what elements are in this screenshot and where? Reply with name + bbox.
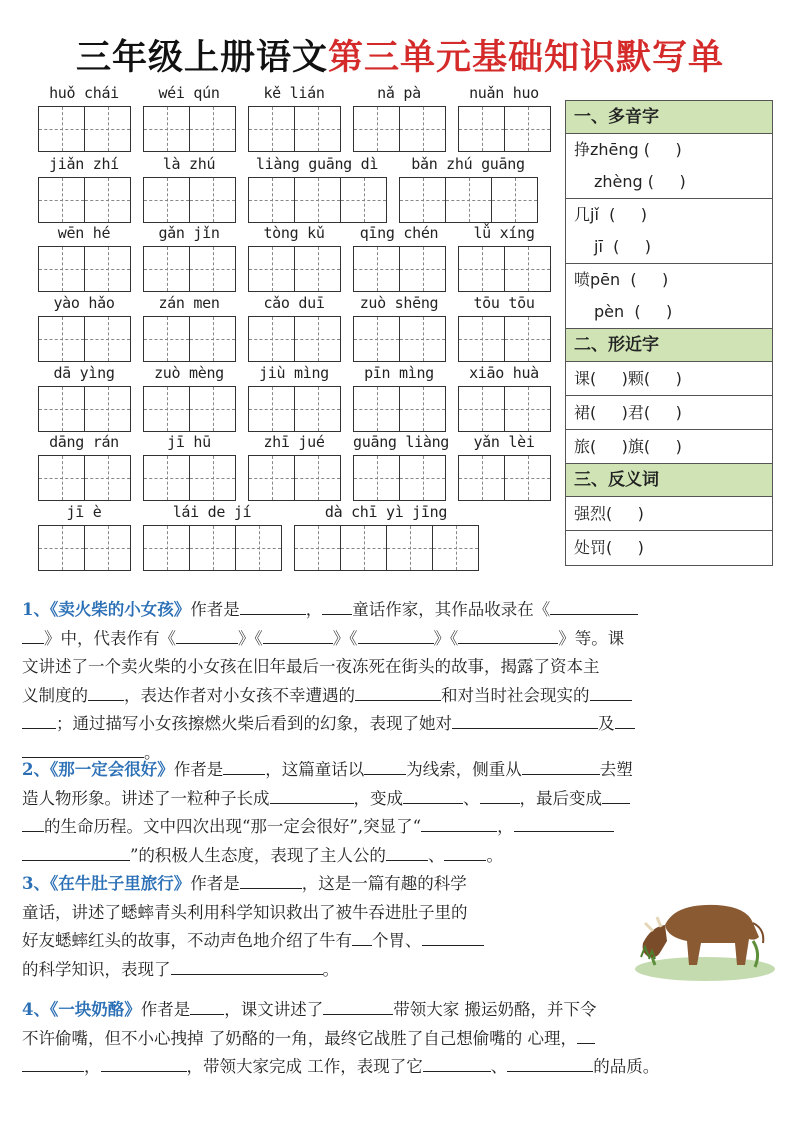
question-1 xyxy=(22,596,782,767)
writing-cell[interactable] xyxy=(399,106,446,152)
text: 不许偷嘴，但不小心拽掉 了奶酪的一角，最终它战胜了自己想偷嘴的 心理， xyxy=(22,1028,577,1048)
pinyin-label: nuǎn huo xyxy=(469,84,539,102)
writing-cell[interactable] xyxy=(143,177,190,223)
answer-blank[interactable] xyxy=(101,1054,187,1072)
writing-cell[interactable] xyxy=(38,246,85,292)
writing-cell[interactable] xyxy=(189,525,236,571)
pinyin-word-group xyxy=(38,364,130,432)
pinyin-label: cǎo duī xyxy=(263,294,325,312)
answer-blank[interactable] xyxy=(403,786,463,804)
answer-blank[interactable] xyxy=(223,757,265,775)
answer-blank[interactable] xyxy=(190,997,224,1015)
pinyin-label: zuò shēng xyxy=(359,294,439,312)
polyphonic-answer[interactable]: 喷pēn ( ) xyxy=(574,270,669,289)
writing-cell[interactable] xyxy=(399,316,446,362)
answer-blank[interactable] xyxy=(22,843,130,861)
text: 作者是 xyxy=(190,600,240,619)
writing-cell[interactable] xyxy=(143,386,190,432)
pinyin-label: zán men xyxy=(158,294,220,312)
text: 》《 xyxy=(433,628,459,648)
question-3-title: 3、《在牛肚子里旅行》 xyxy=(22,874,191,893)
answer-blank[interactable] xyxy=(240,871,302,889)
answer-blank[interactable] xyxy=(323,997,393,1015)
section-antonyms-heading: 三、反义词 xyxy=(566,464,772,497)
writing-cell[interactable] xyxy=(143,525,190,571)
writing-cell[interactable] xyxy=(248,316,295,362)
writing-cell[interactable] xyxy=(353,246,400,292)
pinyin-word-group xyxy=(458,433,550,501)
text: 、 xyxy=(463,788,480,808)
text: ， xyxy=(84,1057,101,1076)
writing-cell[interactable] xyxy=(189,106,236,152)
pinyin-label: liàng guāng dì xyxy=(255,155,379,173)
pinyin-word-group xyxy=(143,503,281,571)
writing-cell[interactable] xyxy=(294,316,341,362)
text: 作者是 xyxy=(190,874,240,893)
text: 文讲述了一个卖火柴的小女孩在旧年最后一夜冻死在街头的故事，揭露了资本主 xyxy=(22,657,600,676)
text: ， xyxy=(497,817,514,836)
writing-cell[interactable] xyxy=(143,106,190,152)
polyphonic-answer[interactable]: 挣zhēng ( ) xyxy=(574,140,682,159)
pinyin-word-group xyxy=(294,503,478,571)
writing-cell[interactable] xyxy=(458,246,505,292)
answer-blank[interactable] xyxy=(522,757,600,775)
antonym-item[interactable]: 处罚( ) xyxy=(574,538,644,557)
similar-chars-item[interactable]: 旅( )旗( ) xyxy=(566,430,772,464)
answer-blank[interactable] xyxy=(421,814,497,832)
pinyin-word-group xyxy=(38,224,130,292)
pinyin-word-group xyxy=(248,364,340,432)
writing-cell[interactable] xyxy=(248,455,295,501)
text: 作者是 xyxy=(140,1000,191,1019)
writing-cell[interactable] xyxy=(504,106,551,152)
pinyin-row xyxy=(30,294,570,364)
writing-cell[interactable] xyxy=(248,246,295,292)
writing-cell[interactable] xyxy=(143,316,190,362)
text: 》中，代表作有《 xyxy=(44,628,176,648)
answer-blank[interactable] xyxy=(355,683,441,701)
text: 带领大家 搬运奶酪，并下令 xyxy=(393,1000,597,1019)
pinyin-label: huǒ chái xyxy=(49,84,119,102)
title-unit: 第三单元基础知识默写单 xyxy=(328,37,725,78)
polyphonic-item xyxy=(566,134,772,199)
polyphonic-item xyxy=(566,199,772,264)
pinyin-label: wéi qún xyxy=(158,84,220,102)
text: 。 xyxy=(486,845,503,865)
pinyin-row xyxy=(30,364,570,434)
text: 》《 xyxy=(332,628,358,648)
pinyin-word-group xyxy=(353,84,445,152)
writing-cell[interactable] xyxy=(84,386,131,432)
writing-cell[interactable] xyxy=(84,177,131,223)
writing-cell[interactable] xyxy=(353,316,400,362)
text: 、 xyxy=(490,1057,508,1076)
writing-cell[interactable] xyxy=(84,106,131,152)
cow-illustration xyxy=(625,865,785,985)
writing-cell[interactable] xyxy=(399,455,446,501)
answer-blank[interactable] xyxy=(22,626,44,644)
answer-blank[interactable] xyxy=(444,843,486,861)
writing-cell[interactable] xyxy=(386,525,433,571)
pinyin-word-group xyxy=(248,433,340,501)
text: ”的积极人生态度，表现了主人公的 xyxy=(130,845,386,865)
writing-cell[interactable] xyxy=(189,246,236,292)
pinyin-word-group xyxy=(458,364,550,432)
pinyin-word-group xyxy=(38,503,130,571)
pinyin-word-group xyxy=(38,155,130,223)
text: 。 xyxy=(322,959,339,979)
text: ；通过描写小女孩擦燃火柴后看到的幻象，表现了她对 xyxy=(56,714,452,733)
answer-blank[interactable] xyxy=(480,786,520,804)
text: ，这是一篇有趣的科学 xyxy=(301,874,467,893)
answer-blank[interactable] xyxy=(22,740,144,758)
pinyin-label: jī è xyxy=(66,503,102,521)
writing-cell[interactable] xyxy=(504,316,551,362)
answer-blank[interactable] xyxy=(550,597,638,615)
pinyin-label: pīn mìng xyxy=(364,364,434,382)
text: 。 xyxy=(144,742,161,762)
answer-blank[interactable] xyxy=(422,928,484,946)
pinyin-row xyxy=(30,433,570,503)
writing-cell[interactable] xyxy=(432,525,479,571)
pinyin-label: dā yìng xyxy=(53,364,115,382)
writing-cell[interactable] xyxy=(340,525,387,571)
polyphonic-answer[interactable]: pèn ( ) xyxy=(594,302,673,321)
pinyin-label: jiǎn zhí xyxy=(49,155,119,173)
text: 作者是 xyxy=(173,760,224,779)
answer-blank[interactable] xyxy=(507,1054,593,1072)
writing-cell[interactable] xyxy=(294,177,341,223)
answer-blank[interactable] xyxy=(452,711,598,729)
worksheet-title xyxy=(0,30,800,80)
writing-cell[interactable] xyxy=(340,177,387,223)
text: 的科学知识，表现了 xyxy=(22,959,171,979)
text: 童话，讲述了蟋蟀青头利用科学知识救出了被牛吞进肚子里的 xyxy=(22,902,468,922)
pinyin-word-group xyxy=(143,84,235,152)
writing-cell[interactable] xyxy=(458,386,505,432)
answer-blank[interactable] xyxy=(22,1054,84,1072)
text: 》等。课 xyxy=(558,628,625,648)
question-4-title: 4、《一块奶酪》 xyxy=(22,1000,141,1019)
answer-blank[interactable] xyxy=(263,626,333,644)
text: ， xyxy=(305,600,323,619)
text: ，表达作者对小女孩不幸遭遇的 xyxy=(124,685,355,705)
pinyin-label: dà chī yì jīng xyxy=(324,503,448,521)
writing-cell[interactable] xyxy=(38,455,85,501)
pinyin-word-group xyxy=(353,433,449,501)
side-panel xyxy=(565,100,773,566)
pinyin-label: guāng liàng xyxy=(353,433,450,451)
writing-cell[interactable] xyxy=(38,106,85,152)
answer-blank[interactable] xyxy=(364,757,406,775)
writing-cell[interactable] xyxy=(294,386,341,432)
pinyin-word-group xyxy=(353,224,445,292)
pinyin-word-group xyxy=(458,224,550,292)
writing-cell[interactable] xyxy=(84,455,131,501)
answer-blank[interactable] xyxy=(602,786,630,804)
text: 的品质。 xyxy=(593,1057,660,1076)
text: 个胃、 xyxy=(372,931,422,950)
answer-blank[interactable] xyxy=(514,814,614,832)
pinyin-word-group xyxy=(38,433,130,501)
answer-blank[interactable] xyxy=(352,928,372,946)
writing-cell[interactable] xyxy=(189,455,236,501)
text: 》《 xyxy=(238,628,263,648)
answer-blank[interactable] xyxy=(240,597,306,615)
writing-cell[interactable] xyxy=(445,177,492,223)
answer-blank[interactable] xyxy=(22,711,56,729)
writing-cell[interactable] xyxy=(504,386,551,432)
writing-cell[interactable] xyxy=(353,106,400,152)
pinyin-row xyxy=(30,155,570,225)
writing-cell[interactable] xyxy=(38,316,85,362)
writing-cell[interactable] xyxy=(84,246,131,292)
pinyin-label: zuò mèng xyxy=(154,364,224,382)
writing-cell[interactable] xyxy=(399,177,446,223)
question-4 xyxy=(22,996,782,1082)
pinyin-word-group xyxy=(143,224,235,292)
answer-blank[interactable] xyxy=(88,683,124,701)
answer-blank[interactable] xyxy=(615,711,635,729)
text: 童话作家，其作品收录在《 xyxy=(352,600,551,619)
polyphonic-answer[interactable]: jī ( ) xyxy=(594,237,651,256)
answer-blank[interactable] xyxy=(386,843,428,861)
writing-cell[interactable] xyxy=(248,106,295,152)
text: ，变成 xyxy=(353,788,403,808)
pinyin-word-group xyxy=(353,364,445,432)
answer-blank[interactable] xyxy=(590,683,632,701)
pinyin-word-group xyxy=(248,224,340,292)
pinyin-row xyxy=(30,503,570,573)
pinyin-word-group xyxy=(248,155,386,223)
writing-cell[interactable] xyxy=(294,455,341,501)
answer-blank[interactable] xyxy=(423,1054,491,1072)
section-similar-chars-heading: 二、形近字 xyxy=(566,329,772,362)
writing-cell[interactable] xyxy=(84,316,131,362)
text: ，这篇童话以 xyxy=(265,760,365,779)
similar-chars-item[interactable]: 课( )颗( ) xyxy=(566,362,772,396)
answer-blank[interactable] xyxy=(358,626,434,644)
text: 及 xyxy=(598,714,615,733)
writing-cell[interactable] xyxy=(38,525,85,571)
writing-cell[interactable] xyxy=(504,455,551,501)
polyphonic-answer[interactable]: 几jǐ ( ) xyxy=(574,205,647,224)
writing-cell[interactable] xyxy=(84,525,131,571)
pinyin-label: nǎ pà xyxy=(377,84,421,102)
pinyin-word-group xyxy=(248,84,340,152)
pinyin-label: gǎn jǐn xyxy=(158,224,220,242)
answer-blank[interactable] xyxy=(22,814,44,832)
text: 好友蟋蟀红头的故事，不动声色地介绍了牛有 xyxy=(22,931,352,950)
question-2 xyxy=(22,756,782,870)
pinyin-label: wēn hé xyxy=(57,224,111,242)
pinyin-label: kě lián xyxy=(263,84,325,102)
pinyin-label: yǎn lèi xyxy=(473,433,535,451)
question-3 xyxy=(22,870,622,984)
writing-cell[interactable] xyxy=(248,386,295,432)
writing-cell[interactable] xyxy=(399,386,446,432)
pinyin-label: qīng chén xyxy=(359,224,439,242)
writing-cell[interactable] xyxy=(143,246,190,292)
text: 为线索，侧重从 xyxy=(406,760,522,779)
polyphonic-item xyxy=(566,264,772,329)
writing-cell[interactable] xyxy=(458,455,505,501)
pinyin-label: xiāo huà xyxy=(469,364,539,382)
writing-cell[interactable] xyxy=(353,455,400,501)
pinyin-label: jī hū xyxy=(167,433,211,451)
text: ，带领大家完成 工作，表现了它 xyxy=(186,1057,423,1076)
pinyin-word-group xyxy=(143,433,235,501)
writing-cell[interactable] xyxy=(399,246,446,292)
pinyin-row xyxy=(30,84,570,154)
pinyin-label: lǚ xíng xyxy=(473,224,535,242)
pinyin-label: dāng rán xyxy=(49,433,119,451)
writing-cell[interactable] xyxy=(248,177,295,223)
text: 义制度的 xyxy=(22,685,88,705)
answer-blank[interactable] xyxy=(270,786,354,804)
section-polyphonic-heading: 一、多音字 xyxy=(566,101,772,134)
writing-cell[interactable] xyxy=(189,386,236,432)
writing-cell[interactable] xyxy=(235,525,282,571)
writing-cell[interactable] xyxy=(491,177,538,223)
text: ，课文讲述了 xyxy=(224,1000,324,1019)
text: 造人物形象。讲述了一粒种子长成 xyxy=(22,788,270,808)
pinyin-word-group xyxy=(38,84,130,152)
writing-cell[interactable] xyxy=(38,386,85,432)
antonym-item[interactable]: 强烈( ) xyxy=(566,497,772,531)
answer-blank[interactable] xyxy=(458,626,558,644)
writing-cell[interactable] xyxy=(294,106,341,152)
pinyin-word-group xyxy=(143,155,235,223)
pinyin-label: là zhú xyxy=(162,155,216,173)
pinyin-word-group xyxy=(38,294,130,362)
answer-blank[interactable] xyxy=(176,626,238,644)
text: 去塑 xyxy=(599,760,633,779)
writing-cell[interactable] xyxy=(38,177,85,223)
question-1-title: 1、《卖火柴的小女孩》 xyxy=(22,600,191,619)
text: 和对当时社会现实的 xyxy=(441,685,590,705)
pinyin-word-group xyxy=(143,294,235,362)
writing-cell[interactable] xyxy=(294,246,341,292)
writing-cell[interactable] xyxy=(294,525,341,571)
writing-cell[interactable] xyxy=(353,386,400,432)
polyphonic-answer[interactable]: zhèng ( ) xyxy=(594,172,686,191)
pinyin-label: zhī jué xyxy=(263,433,325,451)
pinyin-label: yào hǎo xyxy=(53,294,115,312)
writing-cell[interactable] xyxy=(143,455,190,501)
writing-cell[interactable] xyxy=(189,316,236,362)
answer-blank[interactable] xyxy=(322,597,352,615)
pinyin-word-group xyxy=(143,364,235,432)
question-2-title: 2、《那一定会很好》 xyxy=(22,760,174,779)
pinyin-word-group xyxy=(353,294,445,362)
pinyin-word-group xyxy=(248,294,340,362)
pinyin-label: tòng kǔ xyxy=(263,224,325,242)
text: 的生命历程。文中四次出现“那一定会很好”,突显了“ xyxy=(44,817,422,836)
pinyin-label: jiù mìng xyxy=(259,364,329,382)
writing-cell[interactable] xyxy=(458,106,505,152)
writing-cell[interactable] xyxy=(458,316,505,362)
similar-chars-item[interactable]: 裙( )君( ) xyxy=(566,396,772,430)
text: 、 xyxy=(427,845,445,865)
title-grade: 三年级上册语文 xyxy=(75,37,328,78)
pinyin-word-group xyxy=(458,84,550,152)
pinyin-row xyxy=(30,224,570,294)
writing-cell[interactable] xyxy=(189,177,236,223)
pinyin-label: tōu tōu xyxy=(473,294,535,312)
pinyin-label: lái de jí xyxy=(172,503,252,521)
text: ，最后变成 xyxy=(519,788,602,808)
pinyin-word-group xyxy=(399,155,537,223)
answer-blank[interactable] xyxy=(577,1026,595,1044)
writing-cell[interactable] xyxy=(504,246,551,292)
pinyin-label: bǎn zhú guāng xyxy=(411,155,525,173)
answer-blank[interactable] xyxy=(171,957,323,975)
pinyin-word-group xyxy=(458,294,550,362)
